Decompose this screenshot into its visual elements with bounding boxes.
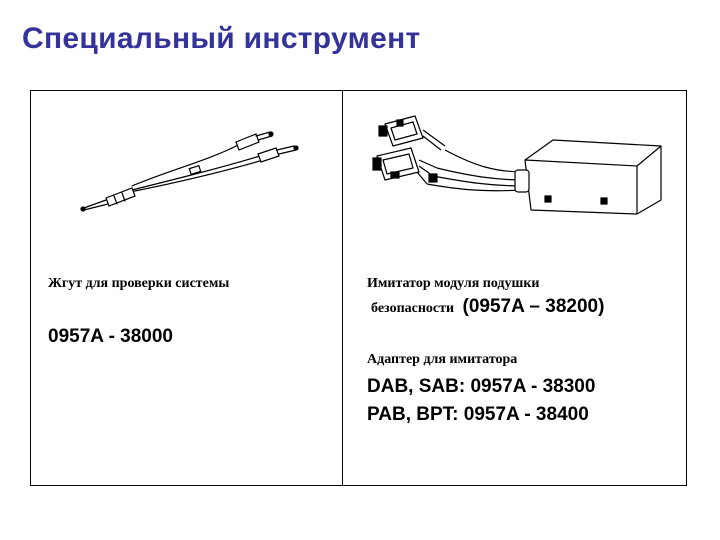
simulator-label-line2: безопасности <box>371 301 455 316</box>
adapter-line-pab-bpt: PAB, BPT: 0957A - 38400 <box>367 404 589 425</box>
simulator-part-number: 0957A – 38200 <box>468 296 599 317</box>
harness-part-number: 0957A - 38000 <box>48 326 174 347</box>
simulator-label-line2-row <box>371 296 604 318</box>
slide-title: Специальный инструмент <box>22 22 421 55</box>
simulator-label-line1: Имитатор модуля подушки <box>367 276 540 291</box>
airbag-simulator-icon <box>365 110 670 225</box>
simulator-part-close: ) <box>598 296 605 317</box>
wiring-harness-icon <box>70 120 310 220</box>
adapter-line-dab-sab: DAB, SAB: 0957A - 38300 <box>367 376 596 397</box>
harness-label: Жгут для проверки системы <box>48 276 230 291</box>
adapter-label: Адаптер для имитатора <box>367 352 518 367</box>
simulator-part-open: ( <box>462 296 469 317</box>
column-divider <box>342 90 343 486</box>
